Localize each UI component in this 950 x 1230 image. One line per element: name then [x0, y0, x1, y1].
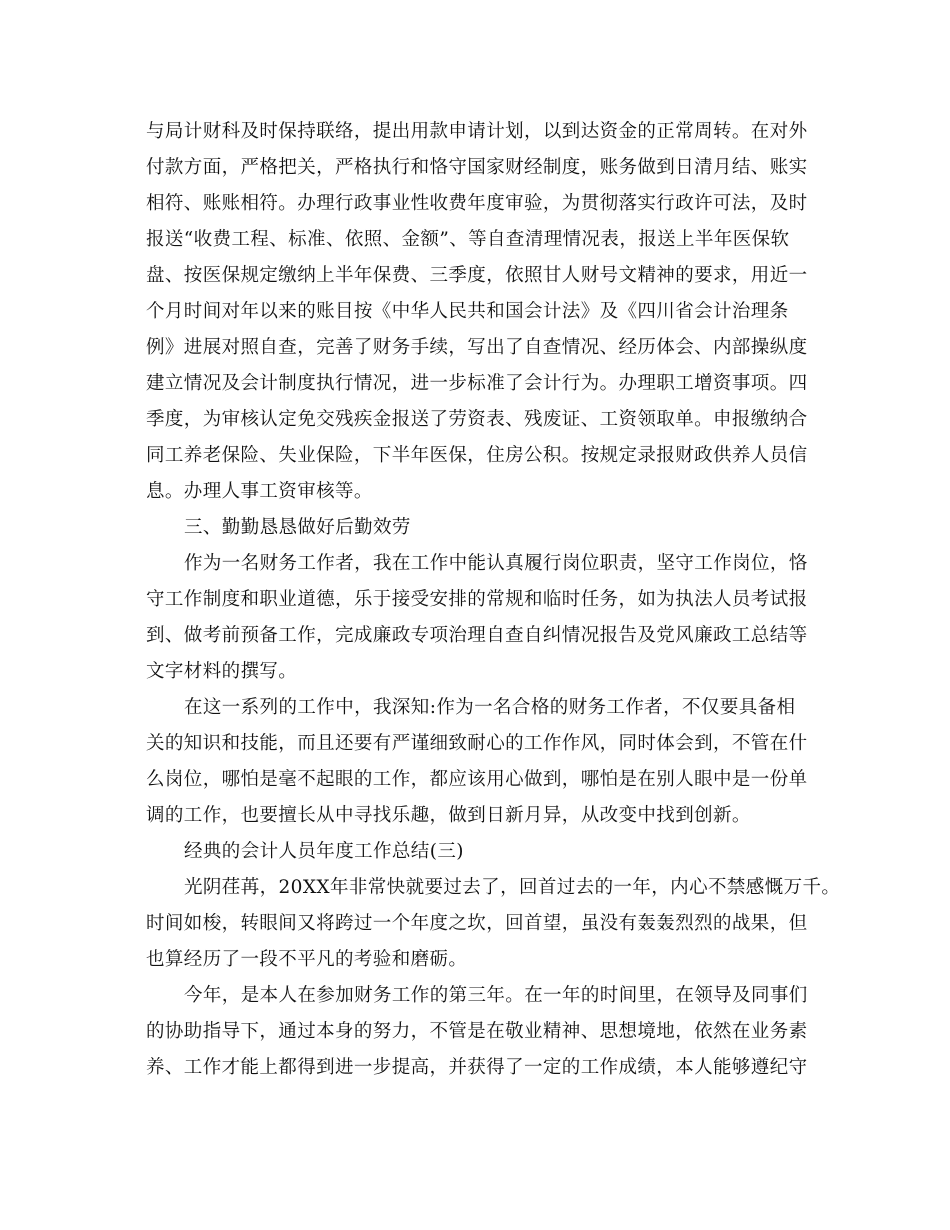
- text-line: 调的工作，也要擅长从中寻找乐趣，做到日新月异，从改变中找到创新。: [146, 805, 751, 826]
- text-line: 盘、按医保规定缴纳上半年保费、三季度，依照甘人财号文精神的要求，用近一: [146, 265, 808, 286]
- text-line: 守工作制度和职业道德，乐于接受安排的常规和临时任务，如为执法人员考试报: [146, 589, 808, 610]
- text-line: 在这一系列的工作中，我深知:作为一名合格的财务工作者，不仅要具备相: [184, 697, 796, 718]
- text-line: 同工养老保险、失业保险，下半年医保，住房公积。按规定录报财政供养人员信: [146, 445, 808, 466]
- text-line: 作为一名财务工作者，我在工作中能认真履行岗位职责，坚守工作岗位，恪: [184, 553, 808, 574]
- text-line: 今年，是本人在参加财务工作的第三年。在一年的时间里，在领导及同事们: [184, 985, 808, 1006]
- text-line: 么岗位，哪怕是毫不起眼的工作，都应该用心做到，哪怕是在别人眼中是一份单: [146, 769, 808, 790]
- text-line: 到、做考前预备工作，完成廉政专项治理自查自纠情况报告及党风廉政工总结等: [146, 625, 808, 646]
- text-line: 个月时间对年以来的账目按《中华人民共和国会计法》及《四川省会计治理条: [146, 301, 789, 322]
- text-line: 光阴荏苒，20XX年非常快就要过去了，回首过去的一年，内心不禁感慨万千。: [184, 877, 841, 898]
- document-title: 经典的会计人员年度工作总结(三): [184, 841, 464, 862]
- text-line: 相符、账账相符。办理行政事业性收费年度审验，为贯彻落实行政许可法，及时: [146, 193, 808, 214]
- text-line: 关的知识和技能，而且还要有严谨细致耐心的工作作风，同时体会到，不管在什: [146, 733, 808, 754]
- text-line: 季度，为审核认定免交残疾金报送了劳资表、残废证、工资领取单。申报缴纳合: [146, 409, 808, 430]
- text-line: 也算经历了一段不平凡的考验和磨砺。: [146, 949, 468, 970]
- text-line: 与局计财科及时保持联络，提出用款申请计划，以到达资金的正常周转。在对外: [146, 121, 808, 142]
- section-heading: 三、勤勤恳恳做好后勤效劳: [184, 517, 411, 538]
- text-line: 例》进展对照自查，完善了财务手续，写出了自查情况、经历体会、内部操纵度: [146, 337, 808, 358]
- text-line: 息。办理人事工资审核等。: [146, 481, 373, 502]
- text-line: 养、工作才能上都得到进一步提高，并获得了一定的工作成绩，本人能够遵纪守: [146, 1057, 808, 1078]
- text-line: 的协助指导下，通过本身的努力，不管是在敬业精神、思想境地，依然在业务素: [146, 1021, 808, 1042]
- text-line: 付款方面，严格把关，严格执行和恪守国家财经制度，账务做到日清月结、账实: [146, 157, 808, 178]
- text-line: 文字材料的撰写。: [146, 661, 298, 682]
- text-line: 建立情况及会计制度执行情况，进一步标准了会计行为。办理职工增资事项。四: [146, 373, 808, 394]
- text-line: 时间如梭，转眼间又将跨过一个年度之坎，回首望，虽没有轰轰烈烈的战果，但: [146, 913, 808, 934]
- text-line: 报送“收费工程、标准、依照、金额”、等自查清理情况表，报送上半年医保软: [146, 229, 790, 250]
